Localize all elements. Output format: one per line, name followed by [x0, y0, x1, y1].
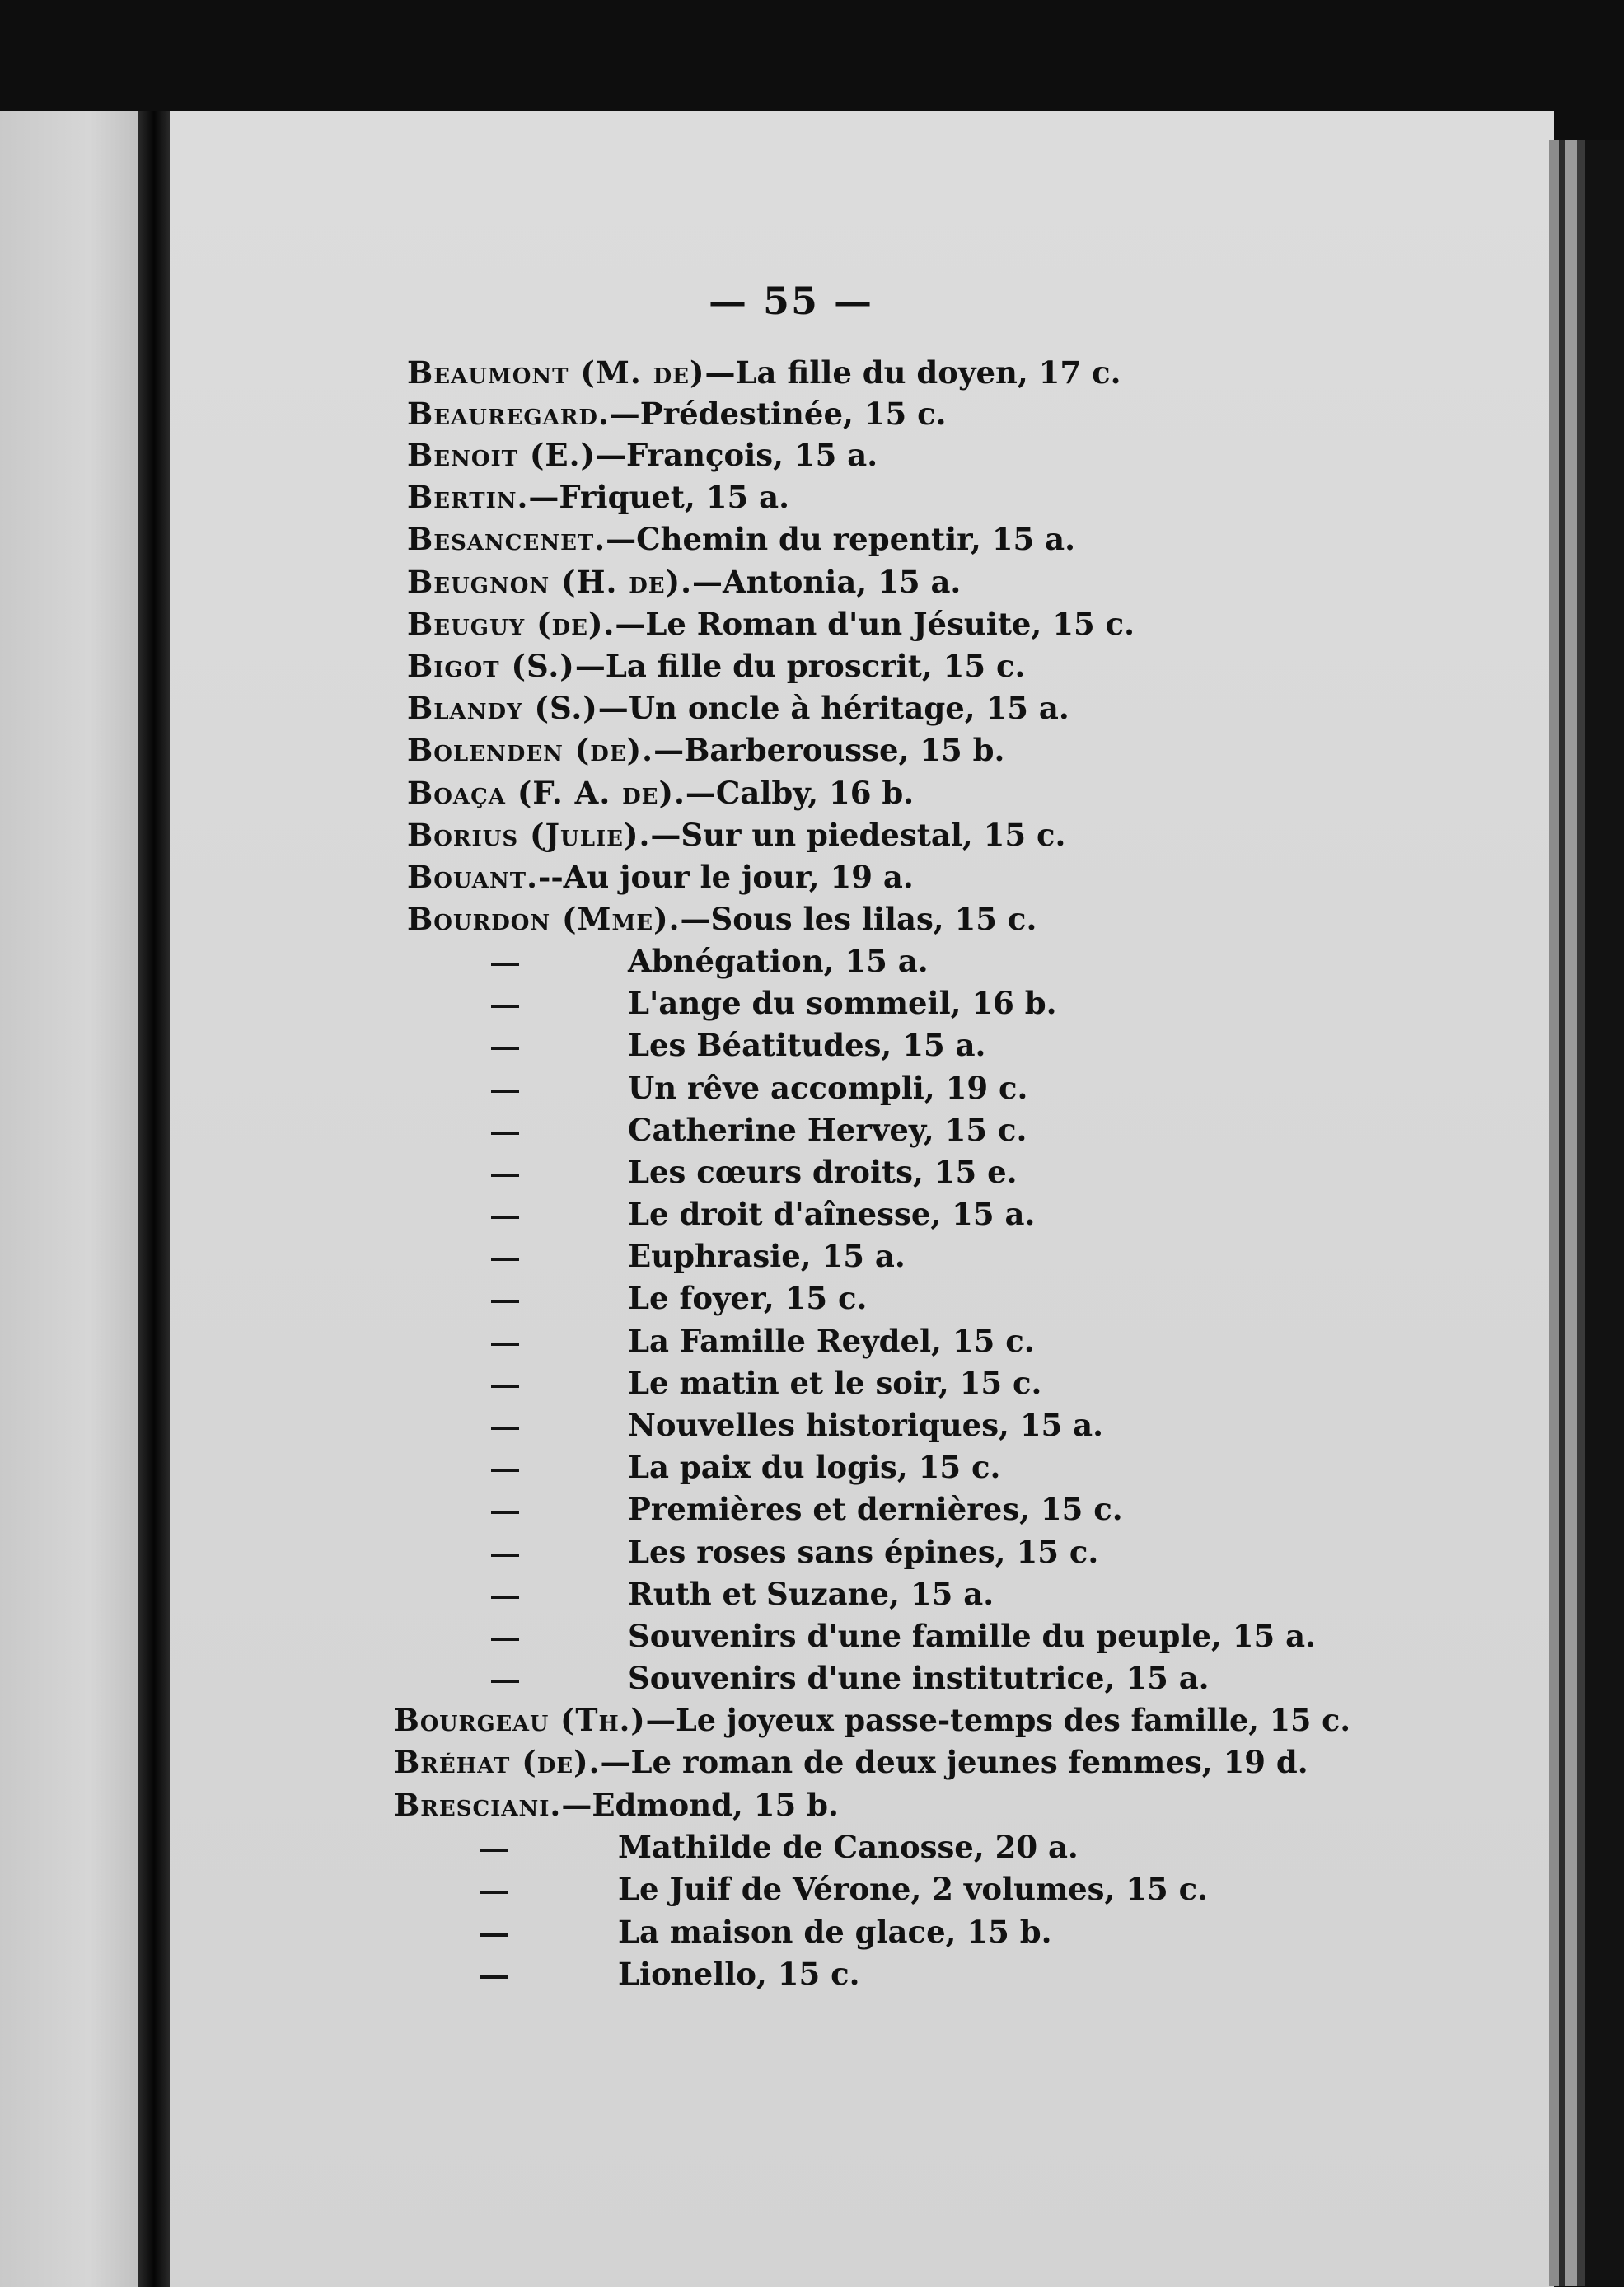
book-gutter [138, 111, 170, 2287]
page-edge-strip [1585, 140, 1624, 2286]
catalog-entry [628, 1365, 1042, 1401]
ditto-dash [491, 1427, 519, 1430]
work-title: —Le roman de deux jeunes femmes, 19 d. [600, 1744, 1308, 1780]
catalog-entry [407, 479, 789, 515]
adjacent-page-edge [0, 111, 148, 2287]
catalog-entry [628, 1449, 1001, 1485]
catalog-entry [407, 437, 878, 473]
author-name: Beuguy (de). [407, 606, 615, 642]
ditto-dash [491, 1343, 519, 1346]
catalog-entry [407, 690, 1069, 726]
ditto-dash [491, 1469, 519, 1472]
work-title: Le foyer, 15 c. [628, 1280, 868, 1316]
ditto-dash [491, 1385, 519, 1388]
ditto-dash [491, 1511, 519, 1514]
work-title: Un rêve accompli, 19 c. [628, 1070, 1028, 1106]
ditto-dash [491, 1090, 519, 1093]
catalog-entry [618, 1871, 1209, 1907]
work-title: Le droit d'aînesse, 15 a. [628, 1196, 1036, 1232]
ditto-dash [491, 1216, 519, 1219]
catalog-entry [628, 1576, 995, 1612]
catalog-entry [628, 1027, 986, 1063]
author-name: Blandy (S.) [407, 690, 598, 726]
work-title: —Chemin du repentir, 15 a. [606, 521, 1075, 557]
work-title: Les Béatitudes, 15 a. [628, 1027, 986, 1063]
catalog-entry [407, 859, 914, 895]
ditto-dash [491, 1596, 519, 1599]
work-title: Nouvelles historiques, 15 a. [628, 1407, 1104, 1443]
catalog-entry [628, 1323, 1035, 1359]
work-title: Euphrasie, 15 a. [628, 1238, 906, 1274]
ditto-dash [491, 1047, 519, 1050]
work-title: Catherine Hervey, 15 c. [628, 1112, 1027, 1148]
ditto-dash [491, 1258, 519, 1261]
work-title: —Edmond, 15 b. [561, 1787, 839, 1823]
catalog-entry [407, 648, 1026, 684]
work-title: —Friquet, 15 a. [528, 479, 789, 515]
catalog-entry [407, 521, 1075, 557]
work-title: La maison de glace, 15 b. [618, 1914, 1052, 1950]
work-title: —Sur un piedestal, 15 c. [650, 817, 1066, 853]
work-title: —Sous les lilas, 15 c. [680, 901, 1037, 937]
catalog-entry [628, 1238, 906, 1274]
author-name: Beugnon (H. de). [407, 564, 693, 600]
page-number: — 55 — [708, 279, 874, 323]
author-name: Bréhat (de). [394, 1744, 601, 1780]
page-edge-strip [1565, 140, 1577, 2286]
work-title: Le matin et le soir, 15 c. [628, 1365, 1042, 1401]
author-name: Beaumont (M. de) [407, 354, 705, 391]
work-title: Mathilde de Canosse, 20 a. [618, 1829, 1079, 1865]
ditto-dash [491, 1300, 519, 1303]
catalog-entry [628, 1534, 1099, 1570]
work-title: —La fille du proscrit, 15 c. [574, 648, 1026, 684]
catalog-entry [394, 1702, 1351, 1738]
work-title: Ruth et Suzane, 15 a. [628, 1576, 995, 1612]
work-title: —Un oncle à héritage, 15 a. [597, 690, 1069, 726]
author-name: Beauregard. [407, 396, 610, 432]
catalog-entry [628, 1154, 1018, 1190]
work-title: —Barberousse, 15 b. [653, 732, 1005, 768]
work-title: Lionello, 15 c. [618, 1956, 860, 1992]
work-title: —Calby, 16 b. [685, 775, 915, 811]
ditto-dash [491, 963, 519, 966]
catalog-entry [628, 1112, 1027, 1148]
catalog-entry [407, 817, 1066, 853]
work-title: L'ange du sommeil, 16 b. [628, 985, 1057, 1021]
ditto-dash [480, 1975, 508, 1979]
author-name: Bouant. [407, 859, 538, 895]
catalog-entry [628, 1196, 1036, 1232]
catalog-entry [407, 901, 1037, 937]
author-name: Bolenden (de). [407, 732, 654, 768]
author-name: Benoit (E.) [407, 437, 596, 473]
catalog-entry [407, 606, 1135, 642]
work-title: Souvenirs d'une famille du peuple, 15 a. [628, 1618, 1316, 1654]
catalog-entry [628, 1618, 1316, 1654]
work-title: Les cœurs droits, 15 e. [628, 1154, 1018, 1190]
catalog-entry [407, 732, 1005, 768]
ditto-dash [491, 1554, 519, 1557]
ditto-dash [480, 1849, 508, 1852]
work-title: La paix du logis, 15 c. [628, 1449, 1001, 1485]
work-title: Premières et dernières, 15 c. [628, 1491, 1123, 1527]
catalog-entry [407, 775, 915, 811]
catalog-entry [628, 1070, 1028, 1106]
catalog-entry [628, 1491, 1123, 1527]
catalog-entry [618, 1829, 1079, 1865]
ditto-dash [491, 1174, 519, 1177]
catalog-entry [394, 1787, 839, 1823]
work-title: —Prédestinée, 15 c. [609, 396, 947, 432]
catalog-entry [628, 943, 929, 979]
page-edge-strip [1559, 140, 1565, 2286]
work-title: Le Juif de Vérone, 2 volumes, 15 c. [618, 1871, 1209, 1907]
author-name: Borius (Julie). [407, 817, 651, 853]
author-name: Boaça (F. A. de). [407, 775, 686, 811]
work-title: —Le joyeux passe-temps des famille, 15 c. [645, 1702, 1351, 1738]
catalog-entry [407, 354, 1121, 391]
catalog-entry [618, 1914, 1052, 1950]
author-name: Bertin. [407, 479, 529, 515]
author-name: Bigot (S.) [407, 648, 575, 684]
work-title: Souvenirs d'une institutrice, 15 a. [628, 1660, 1210, 1696]
work-title: Les roses sans épines, 15 c. [628, 1534, 1099, 1570]
page-edge-strip [1577, 140, 1585, 2286]
catalog-entry [628, 1407, 1104, 1443]
author-name: Besancenet. [407, 521, 606, 557]
catalog-entry [628, 1660, 1210, 1696]
ditto-dash [480, 1891, 508, 1894]
author-name: Bresciani. [394, 1787, 562, 1823]
ditto-dash [491, 1680, 519, 1683]
work-title: —Antonia, 15 a. [692, 564, 962, 600]
catalog-entry [628, 985, 1057, 1021]
ditto-dash [491, 1005, 519, 1008]
author-name: Bourdon (Mme). [407, 901, 681, 937]
catalog-entry [394, 1744, 1308, 1780]
work-title: Abnégation, 15 a. [628, 943, 929, 979]
ditto-dash [491, 1132, 519, 1135]
page-edge-strip [1549, 140, 1559, 2286]
catalog-entry [628, 1280, 868, 1316]
work-title: —François, 15 a. [596, 437, 878, 473]
work-title: —La fille du doyen, 17 c. [704, 354, 1121, 391]
work-title: --Au jour le jour, 19 a. [537, 859, 914, 895]
catalog-entry [618, 1956, 860, 1992]
author-name: Bourgeau (Th.) [394, 1702, 646, 1738]
work-title: La Famille Reydel, 15 c. [628, 1323, 1035, 1359]
work-title: —Le Roman d'un Jésuite, 15 c. [615, 606, 1135, 642]
catalog-entry [407, 564, 962, 600]
ditto-dash [491, 1638, 519, 1641]
ditto-dash [480, 1933, 508, 1937]
catalog-entry [407, 396, 947, 432]
